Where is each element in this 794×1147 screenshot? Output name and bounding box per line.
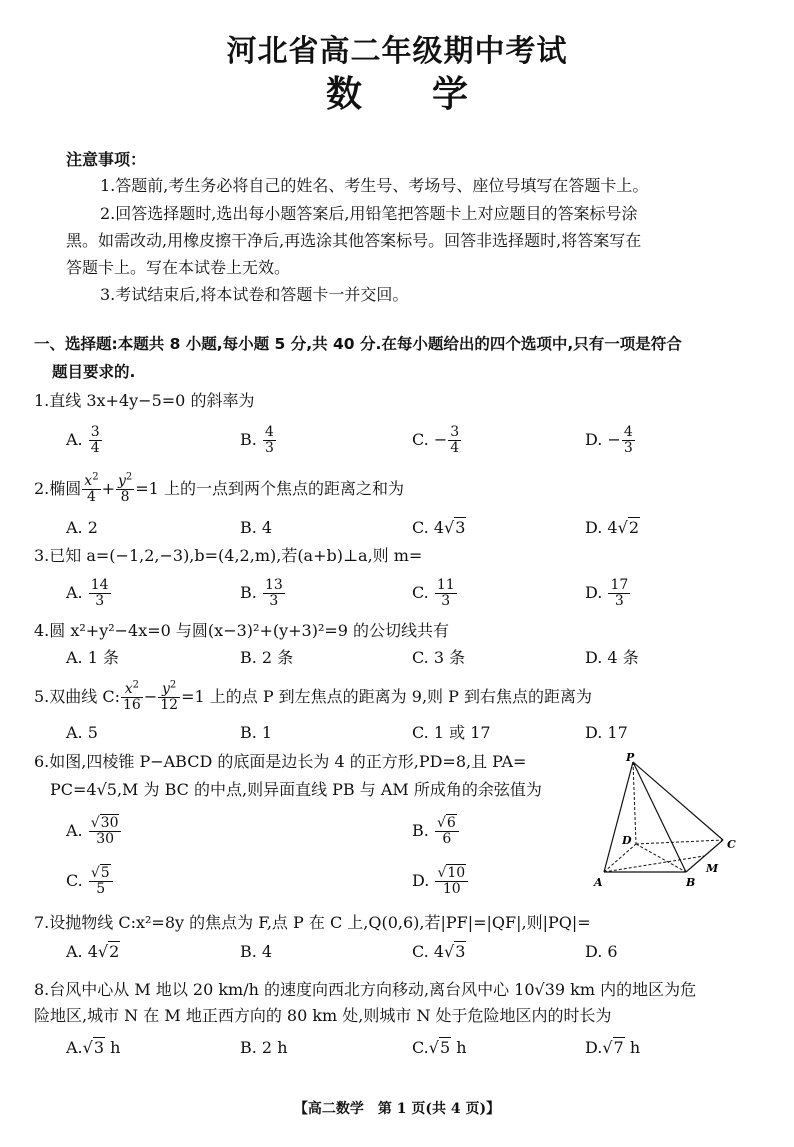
q2-stem-pre: 2.椭圆 (34, 479, 82, 498)
question-6-line-1: 6.如图,四棱锥 P−ABCD 的底面是边长为 4 的正方形,PD=8,且 PA= (34, 752, 527, 771)
q6-option-c: C. $\frac{√5}{5}$ (66, 866, 114, 897)
section-heading-line-1: 一、选择题:本题共 8 小题,每小题 5 分,共 40 分.在每小题给出的四个选项中,只有一项是符合 (34, 335, 682, 353)
question-5: 5.双曲线 C: $\frac{x^2}{16}$ − $\frac{y^2}{12}$ =1 上的点 P 到左焦点的距离为 9,则 P 到右焦点的距离为 (34, 679, 592, 713)
q4-option-a: A. 1 条 (66, 648, 119, 667)
q2-option-a: A. 2 (66, 518, 98, 537)
label-p: P (626, 752, 635, 764)
q6-option-a: A. $\frac{√30}{30}$ (66, 816, 122, 847)
question-2: 2.椭圆 $\frac{x^2}{4}$ + $\frac{y^2}{8}$ =1 上的一点到两个焦点的距离之和为 (34, 471, 404, 505)
q2-stem-post: =1 上的一点到两个焦点的距离之和为 (135, 479, 404, 498)
q2-option-c: C. 4√3 (412, 518, 466, 537)
question-8-line-2: 险地区,城市 N 在 M 地正西方向的 80 km 处,则城市 N 处于危险地区内的时长为 (34, 1006, 612, 1025)
q8-option-a: A.√3 h (66, 1038, 121, 1057)
edge-pb (633, 762, 686, 872)
q7-option-a: A. 4√2 (66, 942, 120, 961)
q4-option-d: D. 4 条 (585, 648, 639, 667)
q7-option-b: B. 4 (240, 942, 273, 961)
q5-stem-pre: 5.双曲线 C: (34, 687, 120, 706)
q2-option-d: D. 4√2 (585, 518, 639, 537)
q3-option-a: A. $\frac{14}{3}$ (66, 577, 109, 609)
q5-option-c: C. 1 或 17 (412, 723, 491, 742)
q8-option-b: B. 2 h (240, 1038, 288, 1057)
note-item-2-line-3: 答题卡上。写在本试卷上无效。 (66, 258, 291, 277)
q5-stem-post: =1 上的点 P 到左焦点的距离为 9,则 P 到右焦点的距离为 (181, 687, 592, 706)
edge-pc (633, 762, 723, 840)
question-3: 3.已知 a=(−1,2,−3),b=(4,2,m),若(a+b)⊥a,则 m= (34, 546, 423, 565)
q1-option-c: C. − $\frac{3}{4}$ (412, 424, 460, 456)
q2-option-b: B. 4 (240, 518, 273, 537)
label-a: A (594, 876, 603, 889)
q4-option-c: C. 3 条 (412, 648, 466, 667)
note-item-3: 3.考试结束后,将本试卷和答题卡一并交回。 (100, 285, 409, 304)
section-heading-line-2: 题目要求的. (52, 363, 136, 381)
question-8-line-1: 8.台风中心从 M 地以 20 km/h 的速度向西北方向移动,离台风中心 10√39 km 内的地区为危 (34, 980, 697, 999)
subject-title: 数学 (325, 74, 538, 115)
question-4: 4.圆 x²+y²−4x=0 与圆(x−3)²+(y+3)²=9 的公切线共有 (34, 621, 450, 640)
q3-option-b: B. $\frac{13}{3}$ (240, 577, 283, 609)
q3-option-d: D. $\frac{17}{3}$ (585, 577, 629, 609)
q8-option-c: C.√5 h (412, 1038, 467, 1057)
question-1: 1.直线 3x+4y−5=0 的斜率为 (34, 391, 255, 410)
q7-option-d: D. 6 (585, 942, 618, 961)
q5-option-d: D. 17 (585, 723, 628, 742)
q5-option-a: A. 5 (66, 723, 98, 742)
question-6-line-2: PC=4√5,M 为 BC 的中点,则异面直线 PB 与 AM 所成角的余弦值为 (50, 780, 542, 799)
edge-pd (633, 762, 636, 844)
question-7: 7.设抛物线 C:x²=8y 的焦点为 F,点 P 在 C 上,Q(0,6),若|PF|=|QF|,则|PQ|= (34, 913, 591, 932)
page-footer: 【高二数学 第 1 页(共 4 页)】 (293, 1101, 501, 1117)
segment-db (636, 844, 686, 872)
note-item-2-line-1: 2.回答选择题时,选出每小题答案后,用铅笔把答题卡上对应题目的答案标号涂 (100, 204, 638, 223)
q1-option-a: A. $\frac{3}{4}$ (66, 424, 100, 456)
edge-dc (636, 840, 723, 844)
label-c: C (727, 838, 736, 851)
q4-option-b: B. 2 条 (240, 648, 294, 667)
q6-option-d: D. $\frac{√10}{10}$ (412, 866, 469, 897)
q6-option-b: B. $\frac{√6}{6}$ (412, 816, 460, 847)
q7-option-c: C. 4√3 (412, 942, 466, 961)
q3-option-c: C. $\frac{11}{3}$ (412, 577, 455, 609)
note-item-2-line-2: 黑。如需改动,用橡皮擦干净后,再选涂其他答案标号。回答非选择题时,将答案写在 (66, 231, 642, 250)
label-b: B (686, 876, 696, 889)
q5-option-b: B. 1 (240, 723, 273, 742)
page-title: 河北省高二年级期中考试 (226, 34, 568, 69)
note-item-1: 1.答题前,考生务必将自己的姓名、考生号、考场号、座位号填写在答题卡上。 (100, 176, 649, 195)
section-heading (34, 330, 754, 386)
notes-heading: 注意事项： (66, 150, 147, 169)
q1-option-d: D. − $\frac{4}{3}$ (585, 424, 633, 456)
q1-option-b: B. $\frac{4}{3}$ (240, 424, 274, 456)
edge-pa (604, 762, 633, 872)
label-d: D (622, 834, 632, 847)
label-m: M (706, 862, 719, 875)
q8-option-d: D.√7 h (585, 1038, 641, 1057)
pyramid-figure (590, 752, 750, 897)
